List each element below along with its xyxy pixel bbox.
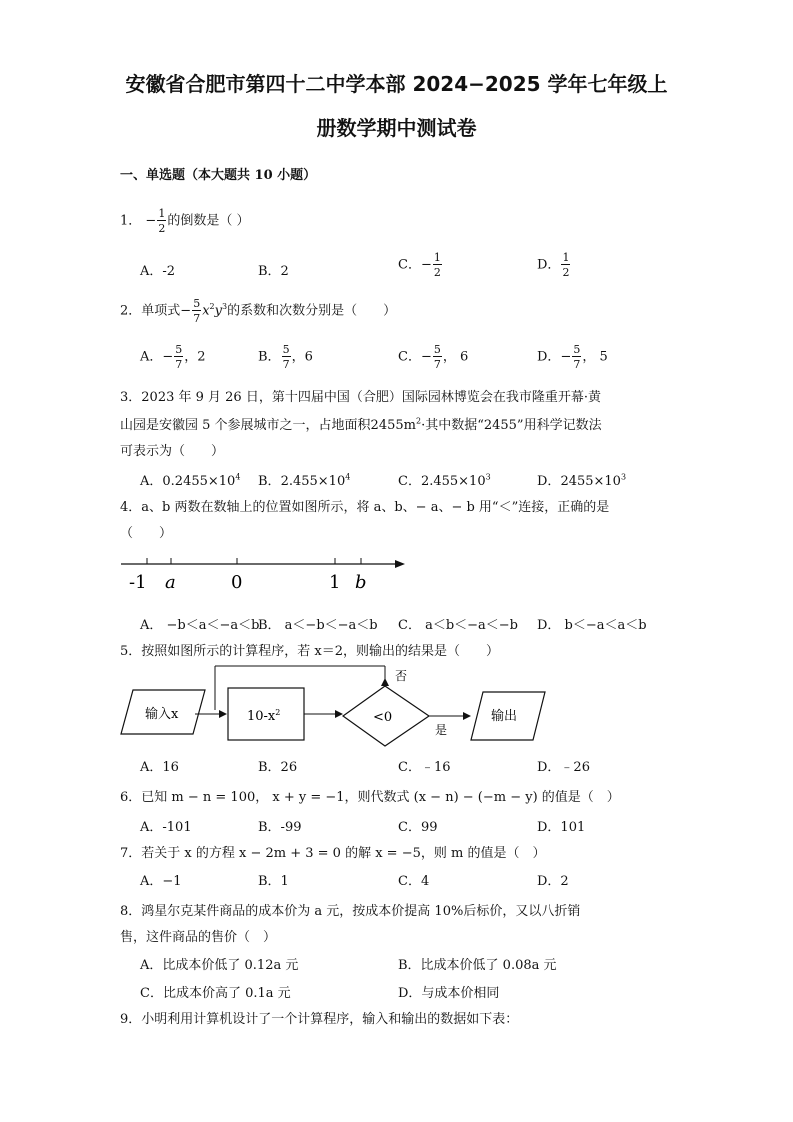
question-8-line2: 售，这件商品的售价（ ） bbox=[120, 930, 277, 945]
q3-option-c[interactable]: C．$2.455\times 10^3$ bbox=[398, 472, 491, 489]
question-number: 1． bbox=[120, 213, 142, 229]
q1-option-d[interactable]: D． $\frac{1}{2}$ bbox=[537, 251, 570, 279]
q1-option-b[interactable]: B．2 bbox=[258, 264, 289, 279]
q8-option-d[interactable]: D．与成本价相同 bbox=[398, 986, 500, 1001]
page-title-line2: 册数学期中测试卷 bbox=[316, 116, 477, 140]
flow-output-label: 输出 bbox=[491, 709, 518, 724]
arrow-icon bbox=[335, 710, 343, 718]
question-8-line1: 8．鸿星尔克某件商品的成本价为 a 元，按成本价提高 10%后标价，又以八折销 bbox=[120, 904, 581, 919]
q5-option-c[interactable]: C．﹣16 bbox=[398, 760, 451, 775]
q3-option-b[interactable]: B．$2.455\times 10^4$ bbox=[258, 472, 351, 489]
question-9-line1: 9．小明利用计算机设计了一个计算程序，输入和输出的数据如下表： bbox=[120, 1012, 519, 1027]
question-3-line2: 山园是安徽园 5 个参展城市之一，占地面积$2455m^2\cdot$其中数据“2455”用科学记数法 bbox=[120, 416, 602, 433]
q3-option-d[interactable]: D．$2455\times 10^3$ bbox=[537, 472, 627, 489]
arrow-icon bbox=[381, 678, 389, 686]
fraction: $\frac{1}{2}$ bbox=[158, 207, 166, 235]
page-title-line1: 安徽省合肥市第四十二中学本部 2024−2025 学年七年级上 bbox=[125, 72, 668, 96]
label-a: a bbox=[165, 572, 176, 593]
q7-option-c[interactable]: C．4 bbox=[398, 874, 430, 889]
q7-option-b[interactable]: B．1 bbox=[258, 874, 289, 889]
q2-option-d[interactable]: D．− $\frac{5}{7}$ ， 5 bbox=[537, 343, 608, 371]
question-3-line1: 3．2023 年 9 月 26 日，第十四届中国（合肥）国际园林博览会在我市隆重开幕·黄 bbox=[120, 390, 601, 405]
q3-option-a[interactable]: A．$0.2455\times 10^4$ bbox=[140, 472, 241, 489]
q4-option-c[interactable]: C． a＜b＜−a＜−b bbox=[398, 618, 519, 633]
q8-option-b[interactable]: B．比成本价低了 0.08a 元 bbox=[398, 958, 557, 973]
q4-option-d[interactable]: D． b＜−a＜a＜b bbox=[537, 618, 647, 633]
question-4-line1: 4．a、b 两数在数轴上的位置如图所示，将 a、b、− a、− b 用“＜”连接，正确的是 bbox=[120, 500, 610, 515]
flow-calc-label: $10-x^2$ bbox=[247, 708, 281, 724]
number-line-figure bbox=[115, 552, 415, 598]
flow-condition-label: <0 bbox=[373, 710, 393, 725]
label-1: 1 bbox=[329, 572, 341, 593]
q8-option-a[interactable]: A．比成本价低了 0.12a 元 bbox=[140, 958, 299, 973]
label-b: b bbox=[355, 572, 367, 593]
q5-option-d[interactable]: D．﹣26 bbox=[537, 760, 590, 775]
question-7-line1: 7．若关于 x 的方程 x − 2m + 3 = 0 的解 x = −5，则 m 的值是（ ） bbox=[120, 846, 546, 861]
q1-option-c[interactable]: C．− $\frac{1}{2}$ bbox=[398, 251, 441, 279]
question-4-line2: （ ） bbox=[120, 526, 173, 541]
minus-sign: − bbox=[145, 213, 157, 229]
question-2: 2．单项式− $\frac{5}{7}$ $x^2y^3$的系数和次数分别是（ ） bbox=[120, 297, 397, 325]
q6-option-d[interactable]: D．101 bbox=[537, 820, 586, 835]
q5-option-a[interactable]: A．16 bbox=[140, 760, 179, 775]
q5-option-b[interactable]: B．26 bbox=[258, 760, 298, 775]
flow-no-label: 否 bbox=[395, 669, 408, 683]
question-text: 的倒数是（ ） bbox=[167, 213, 250, 229]
axis-arrow-icon bbox=[395, 560, 405, 568]
q6-option-a[interactable]: A．-101 bbox=[140, 820, 192, 835]
section-heading: 一、单选题（本大题共 10 小题） bbox=[120, 168, 317, 183]
q7-option-a[interactable]: A．−1 bbox=[140, 874, 182, 889]
q4-option-b[interactable]: B． a＜−b＜−a＜b bbox=[258, 618, 378, 633]
q8-option-c[interactable]: C．比成本价高了 0.1a 元 bbox=[140, 986, 291, 1001]
question-6-line1: 6．已知 m − n = 100， x + y = −1，则代数式 (x − n) − (−m − y) 的值是（ ） bbox=[120, 790, 620, 805]
question-1 bbox=[120, 208, 249, 234]
flowchart-figure bbox=[115, 660, 555, 752]
q2-option-b[interactable]: B． $\frac{5}{7}$ ，6 bbox=[258, 343, 313, 371]
flow-input-label: 输入x bbox=[145, 707, 179, 722]
arrow-icon bbox=[463, 712, 471, 720]
question-3-line3: 可表示为（ ） bbox=[120, 444, 225, 459]
arrow-icon bbox=[219, 710, 227, 718]
q2-option-c[interactable]: C．− $\frac{5}{7}$ ， 6 bbox=[398, 343, 469, 371]
q4-option-a[interactable]: A． −b＜a＜−a＜b bbox=[140, 618, 260, 633]
q2-option-a[interactable]: A．− $\frac{5}{7}$ ，2 bbox=[140, 343, 206, 371]
question-5-line1: 5．按照如图所示的计算程序，若 x＝2，则输出的结果是（ ） bbox=[120, 644, 500, 659]
q6-option-c[interactable]: C．99 bbox=[398, 820, 438, 835]
label-minus1: -1 bbox=[129, 572, 147, 593]
flow-yes-label: 是 bbox=[435, 723, 448, 737]
label-0: 0 bbox=[231, 572, 243, 593]
q6-option-b[interactable]: B．-99 bbox=[258, 820, 302, 835]
q1-option-a[interactable]: A．-2 bbox=[140, 264, 176, 279]
q7-option-d[interactable]: D．2 bbox=[537, 874, 569, 889]
